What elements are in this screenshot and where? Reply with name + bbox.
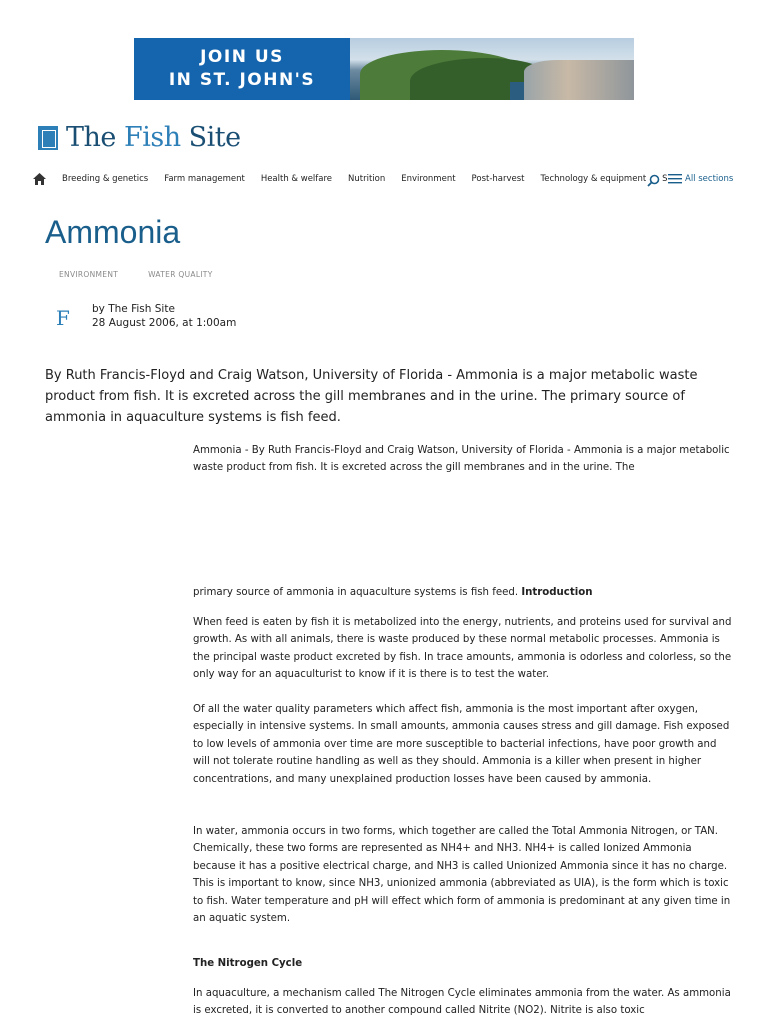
ad-landscape-image — [350, 38, 634, 100]
ad-banner[interactable] — [134, 38, 634, 100]
body-paragraph-2: primary source of ammonia in aquaculture systems is fish feed. Introduction — [193, 587, 593, 598]
nav-post-harvest[interactable]: Post-harvest — [471, 174, 525, 184]
page-title: Ammonia — [45, 214, 181, 250]
author-avatar: F — [56, 306, 70, 330]
nav-breeding-genetics[interactable]: Breeding & genetics — [62, 174, 149, 184]
article-lede: By Ruth Francis-Floyd and Craig Watson, University of Florida - Ammonia is a major metabolic waste product from fish. It is excreted across the gill membranes and in the urine. The primary source of ammonia in aquaculture systems is fish feed. — [45, 368, 698, 425]
nav-environment[interactable]: Environment — [401, 174, 456, 184]
all-sections-label: All sections — [685, 173, 734, 184]
tag-water-quality[interactable]: WATER QUALITY — [148, 270, 213, 279]
article-tags — [59, 270, 213, 279]
tag-environment[interactable]: ENVIRONMENT — [59, 270, 119, 279]
body-paragraph-1: Ammonia - By Ruth Francis-Floyd and Craig Watson, University of Florida - Ammonia is a major metabolic waste product from fish. It is excreted across the gill membranes and in the urine. The — [193, 445, 730, 474]
nav-technology-equipment[interactable]: Technology & equipment — [540, 174, 647, 184]
nav-nutrition[interactable]: Nutrition — [348, 174, 386, 184]
body-paragraph-3: When feed is eaten by fish it is metabolized into the energy, nutrients, and proteins used for survival and growth. As with all animals, there is waste produced by these normal metabolic processes. Ammonia is the principal waste product excreted by fish. In trace amounts, ammonia is odorless and colorless, so the only way for an aquaculturist to know if it is there is to test the water. — [193, 617, 732, 681]
section-heading-nitrogen-cycle: The Nitrogen Cycle — [193, 958, 303, 969]
author-block — [56, 302, 236, 330]
body-paragraph-4: Of all the water quality parameters which affect fish, ammonia is the most important after oxygen, especially in intensive systems. In small amounts, ammonia causes stress and gill damage. Fish exposed to low levels of ammonia over time are more susceptible to bacterial infections, have poor growth and will not tolerate routine handling as well as they should. Ammonia is a killer when present in higher concentrations, and many unexplained production losses have been caused by ammonia. — [193, 704, 730, 785]
ad-line-1: JOIN US — [200, 47, 284, 67]
byline[interactable]: by The Fish Site — [92, 303, 175, 315]
ad-text-panel — [134, 38, 350, 100]
main-nav — [32, 168, 736, 190]
nav-truncated-item[interactable]: S — [662, 174, 668, 184]
site-logo[interactable] — [38, 122, 241, 153]
hamburger-menu-icon — [668, 169, 682, 188]
nav-health-welfare[interactable]: Health & welfare — [260, 174, 333, 184]
all-sections-button[interactable] — [668, 169, 733, 188]
nav-farm-management[interactable]: Farm management — [164, 174, 245, 184]
section-heading-introduction: Introduction — [521, 587, 593, 598]
ad-line-2: IN ST. JOHN'S — [168, 70, 316, 90]
body-paragraph-5: In water, ammonia occurs in two forms, which together are called the Total Ammonia Nitrogen, or TAN. Chemically, these two forms are represented as NH4+ and NH3. NH4+ is called Ionized Ammonia because it has a positive electrical charge, and NH3 is called Unionized Ammonia since it has no charge. This is important to know, since NH3, unionized ammonia (abbreviated as UIA), is the form which is toxic to fish. Water temperature and pH will effect which form of ammonia is predominant at any given time in an aquatic system. — [193, 826, 731, 925]
logo-text: The Fish Site — [66, 122, 241, 153]
home-icon[interactable] — [32, 172, 48, 186]
logo-icon — [38, 126, 58, 150]
body-paragraph-6: In aquaculture, a mechanism called The Nitrogen Cycle eliminates ammonia from the water. As ammonia is excreted, it is converted to another compound called Nitrite (NO2). Nitrite is also toxic — [193, 988, 731, 1017]
publish-date: 28 August 2006, at 1:00am — [92, 317, 237, 329]
search-icon[interactable] — [647, 172, 660, 191]
